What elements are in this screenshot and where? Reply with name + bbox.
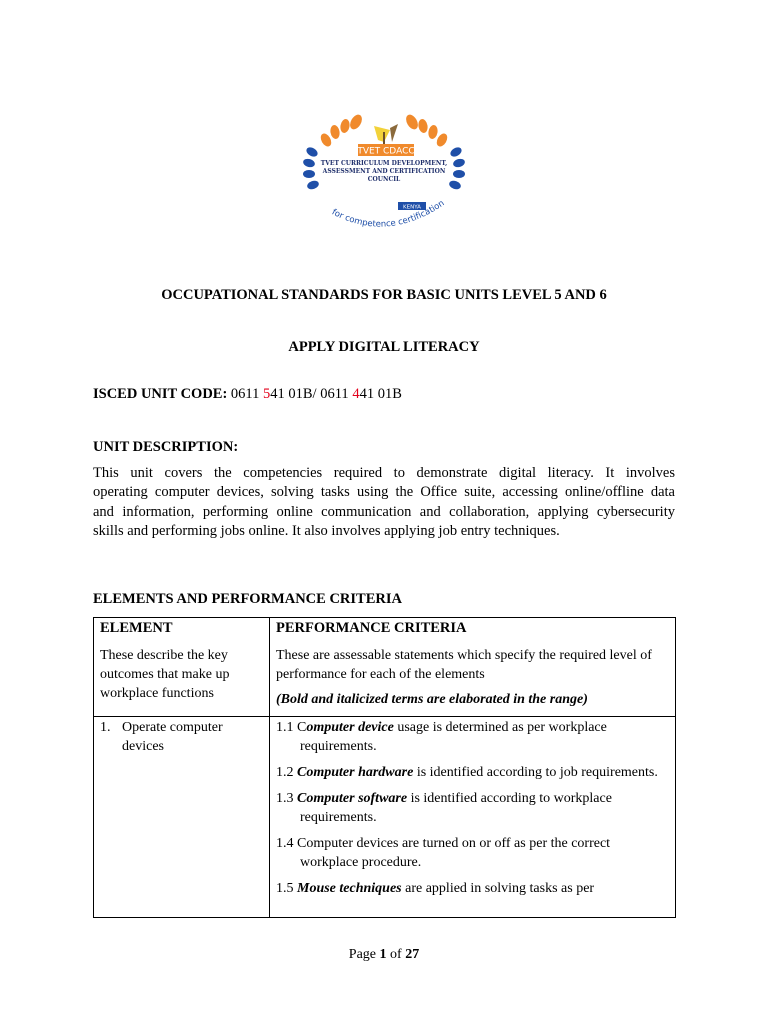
isced-code-a-red: 5 <box>263 386 271 402</box>
logo-council-line-1: TVET CURRICULUM DEVELOPMENT, <box>320 160 448 167</box>
criteria-header-cell <box>270 618 676 717</box>
element-header-cell <box>94 618 270 717</box>
isced-code-a-post: 41 01B/ 0611 <box>270 386 353 402</box>
criterion-1-4 <box>276 834 669 872</box>
criterion-1-3 <box>276 789 669 827</box>
footer-prefix: Page <box>348 947 380 962</box>
element-text: Operate computer devices <box>122 720 223 754</box>
element-column-description: These describe the key outcomes that make up workplace functions <box>100 648 230 701</box>
isced-label: ISCED UNIT CODE: <box>93 386 228 402</box>
criterion-1-2 <box>276 763 669 782</box>
isced-code-a-pre: 0611 <box>227 386 264 402</box>
logo-country-text: KENYA <box>403 204 421 211</box>
criterion-term: Computer hardware <box>297 765 414 780</box>
elements-heading: ELEMENTS AND PERFORMANCE CRITERIA <box>93 591 402 607</box>
footer-of: of <box>386 947 406 962</box>
elements-criteria-table <box>93 617 676 918</box>
description-line-3: and information, performing online communication and collaboration, applying cybersecurity <box>93 503 675 520</box>
criterion-1-5 <box>276 879 669 898</box>
isced-unit-code <box>93 386 402 403</box>
element-item <box>100 718 263 756</box>
logo-council-line-3: COUNCIL <box>367 176 401 183</box>
logo-banner-text: TVET CDACC <box>357 146 415 157</box>
criterion-1-1 <box>276 718 669 756</box>
criterion-number: 1.1 C <box>276 720 307 735</box>
criteria-cell <box>270 717 676 918</box>
criterion-term: omputer device <box>306 720 394 735</box>
criteria-range-note: (Bold and italicized terms are elaborated in the range) <box>276 692 588 707</box>
description-line-4: skills and performing jobs online. It also involves applying job entry techniques. <box>93 522 560 539</box>
unit-description-text <box>93 464 675 541</box>
criterion-text: usage is determined as per workplace requirements. <box>300 720 607 754</box>
page-footer <box>0 947 768 963</box>
description-line-2: operating computer devices, solving tasks using the Office suite, accessing online/offline data <box>93 484 675 501</box>
document-title: OCCUPATIONAL STANDARDS FOR BASIC UNITS LEVEL 5 AND 6 <box>161 287 607 303</box>
criterion-term: Computer software <box>297 791 408 806</box>
criterion-number: 1.2 <box>276 765 297 780</box>
logo-tagline-text: for competence certification <box>330 198 447 230</box>
page-total: 27 <box>405 947 420 962</box>
criterion-text: are applied in solving tasks as per <box>401 881 595 896</box>
criteria-column-description: These are assessable statements which specify the required level of performance for each of the elements <box>276 648 652 682</box>
criterion-number: 1.4 <box>276 836 297 851</box>
element-column-header: ELEMENT <box>100 620 173 636</box>
isced-code-b-red: 4 <box>352 386 360 402</box>
unit-title: APPLY DIGITAL LITERACY <box>288 339 480 355</box>
criteria-column-header: PERFORMANCE CRITERIA <box>276 620 467 636</box>
criterion-text: Computer devices are turned on or off as per the correct workplace procedure. <box>297 836 611 870</box>
logo-emblem <box>298 110 470 235</box>
tvet-cdacc-logo <box>298 110 470 235</box>
table-row <box>94 717 676 918</box>
isced-code-b-post: 41 01B <box>359 386 402 402</box>
criterion-number: 1.3 <box>276 791 297 806</box>
element-cell <box>94 717 270 918</box>
element-number: 1. <box>100 720 111 735</box>
description-line-1: This unit covers the competencies required to demonstrate digital literacy. It involves <box>93 465 675 481</box>
criterion-text: is identified according to workplace requirements. <box>300 791 612 825</box>
logo-council-line-2: ASSESSMENT AND CERTIFICATION <box>322 168 446 175</box>
criterion-term: Mouse techniques <box>297 881 402 896</box>
unit-description-heading: UNIT DESCRIPTION: <box>93 439 239 455</box>
criterion-text: is identified according to job requirements. <box>413 765 658 780</box>
table-row <box>94 618 676 717</box>
criterion-number: 1.5 <box>276 881 297 896</box>
page-number: 1 <box>379 947 387 962</box>
